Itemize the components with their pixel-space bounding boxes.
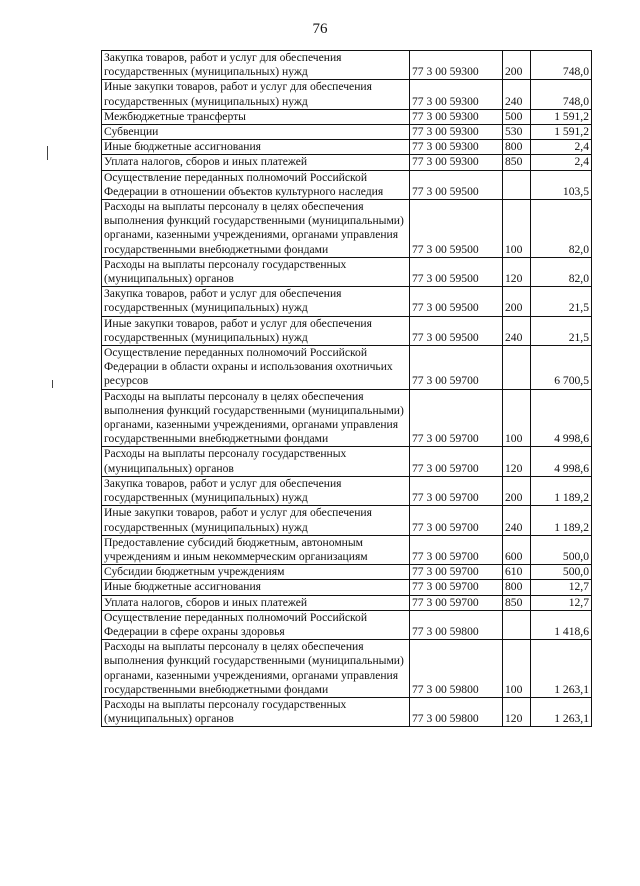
row-code-cell: 77 3 00 59300 <box>410 155 503 170</box>
row-code-cell: 77 3 00 59700 <box>410 389 503 447</box>
row-code-cell: 77 3 00 59500 <box>410 257 503 286</box>
table-row <box>102 287 592 316</box>
row-sum-cell: 103,5 <box>531 170 592 199</box>
row-sum-cell: 500,0 <box>531 565 592 580</box>
row-code-cell: 77 3 00 59700 <box>410 506 503 535</box>
row-name-cell: Иные закупки товаров, работ и услуг для обеспечения государственных (муниципальных) нужд <box>102 80 410 109</box>
row-name-cell: Расходы на выплаты персоналу в целях обеспечения выполнения функций государственными (муниципальными) органами, казенными учреждениями, органами управления государственными внебюджетными фондами <box>102 640 410 698</box>
row-sum-cell: 1 591,2 <box>531 109 592 124</box>
row-code-cell: 77 3 00 59500 <box>410 287 503 316</box>
row-sum-cell: 748,0 <box>531 80 592 109</box>
row-sum-cell: 1 263,1 <box>531 697 592 726</box>
table-row <box>102 506 592 535</box>
margin-mark <box>52 380 53 388</box>
row-code-cell: 77 3 00 59700 <box>410 346 503 390</box>
row-code-cell: 77 3 00 59300 <box>410 125 503 140</box>
table-row <box>102 476 592 505</box>
row-code-cell: 77 3 00 59300 <box>410 80 503 109</box>
table-row <box>102 565 592 580</box>
row-code-cell: 77 3 00 59300 <box>410 140 503 155</box>
row-sum-cell: 4 998,6 <box>531 389 592 447</box>
budget-table <box>101 50 592 727</box>
row-name-cell: Иные закупки товаров, работ и услуг для обеспечения государственных (муниципальных) нужд <box>102 506 410 535</box>
row-vr-cell: 240 <box>503 316 531 345</box>
row-code-cell: 77 3 00 59500 <box>410 200 503 258</box>
row-code-cell: 77 3 00 59700 <box>410 535 503 564</box>
row-sum-cell: 1 189,2 <box>531 476 592 505</box>
row-sum-cell: 82,0 <box>531 200 592 258</box>
table-row <box>102 257 592 286</box>
table-row <box>102 346 592 390</box>
table-row <box>102 109 592 124</box>
row-code-cell: 77 3 00 59700 <box>410 595 503 610</box>
row-sum-cell: 1 418,6 <box>531 610 592 639</box>
row-vr-cell: 800 <box>503 580 531 595</box>
row-sum-cell: 82,0 <box>531 257 592 286</box>
row-code-cell: 77 3 00 59700 <box>410 447 503 476</box>
row-name-cell: Расходы на выплаты персоналу государственных (муниципальных) органов <box>102 257 410 286</box>
row-name-cell: Расходы на выплаты персоналу в целях обеспечения выполнения функций государственными (муниципальными) органами, казенными учреждениями, органами управления государственными внебюджетными фондами <box>102 200 410 258</box>
row-vr-cell: 100 <box>503 640 531 698</box>
table-row <box>102 51 592 80</box>
row-sum-cell: 500,0 <box>531 535 592 564</box>
row-sum-cell: 1 263,1 <box>531 640 592 698</box>
table-row <box>102 80 592 109</box>
row-sum-cell: 2,4 <box>531 155 592 170</box>
row-name-cell: Межбюджетные трансферты <box>102 109 410 124</box>
page-number: 76 <box>312 21 328 37</box>
row-sum-cell: 4 998,6 <box>531 447 592 476</box>
row-name-cell: Закупка товаров, работ и услуг для обеспечения государственных (муниципальных) нужд <box>102 476 410 505</box>
row-name-cell: Иные закупки товаров, работ и услуг для обеспечения государственных (муниципальных) нужд <box>102 316 410 345</box>
row-vr-cell <box>503 170 531 199</box>
row-vr-cell: 600 <box>503 535 531 564</box>
row-vr-cell: 610 <box>503 565 531 580</box>
table-row <box>102 170 592 199</box>
row-vr-cell: 240 <box>503 506 531 535</box>
row-name-cell: Расходы на выплаты персоналу государственных (муниципальных) органов <box>102 697 410 726</box>
row-name-cell: Осуществление переданных полномочий Российской Федерации в отношении объектов культурного наследия <box>102 170 410 199</box>
row-name-cell: Уплата налогов, сборов и иных платежей <box>102 155 410 170</box>
row-code-cell: 77 3 00 59700 <box>410 476 503 505</box>
table-row <box>102 316 592 345</box>
row-name-cell: Расходы на выплаты персоналу государственных (муниципальных) органов <box>102 447 410 476</box>
table-row <box>102 697 592 726</box>
table-row <box>102 535 592 564</box>
row-sum-cell: 1 591,2 <box>531 125 592 140</box>
row-vr-cell <box>503 346 531 390</box>
table-row <box>102 595 592 610</box>
row-vr-cell: 850 <box>503 595 531 610</box>
row-vr-cell <box>503 610 531 639</box>
row-code-cell: 77 3 00 59800 <box>410 640 503 698</box>
row-code-cell: 77 3 00 59300 <box>410 109 503 124</box>
row-name-cell: Осуществление переданных полномочий Российской Федерации в области охраны и использования охотничьих ресурсов <box>102 346 410 390</box>
row-code-cell: 77 3 00 59300 <box>410 51 503 80</box>
row-name-cell: Субсидии бюджетным учреждениям <box>102 565 410 580</box>
table-row <box>102 580 592 595</box>
row-name-cell: Уплата налогов, сборов и иных платежей <box>102 595 410 610</box>
row-name-cell: Закупка товаров, работ и услуг для обеспечения государственных (муниципальных) нужд <box>102 51 410 80</box>
row-vr-cell: 240 <box>503 80 531 109</box>
row-sum-cell: 12,7 <box>531 580 592 595</box>
row-vr-cell: 200 <box>503 51 531 80</box>
table-row <box>102 155 592 170</box>
row-vr-cell: 120 <box>503 697 531 726</box>
row-vr-cell: 500 <box>503 109 531 124</box>
row-vr-cell: 850 <box>503 155 531 170</box>
row-code-cell: 77 3 00 59800 <box>410 697 503 726</box>
row-name-cell: Иные бюджетные ассигнования <box>102 580 410 595</box>
table-row <box>102 447 592 476</box>
row-code-cell: 77 3 00 59700 <box>410 565 503 580</box>
row-sum-cell: 748,0 <box>531 51 592 80</box>
margin-mark <box>47 146 48 160</box>
row-vr-cell: 800 <box>503 140 531 155</box>
table-row <box>102 140 592 155</box>
row-vr-cell: 100 <box>503 389 531 447</box>
row-code-cell: 77 3 00 59800 <box>410 610 503 639</box>
table-row <box>102 389 592 447</box>
table-row <box>102 125 592 140</box>
row-name-cell: Субвенции <box>102 125 410 140</box>
row-sum-cell: 2,4 <box>531 140 592 155</box>
row-vr-cell: 120 <box>503 257 531 286</box>
row-vr-cell: 100 <box>503 200 531 258</box>
row-vr-cell: 200 <box>503 287 531 316</box>
row-vr-cell: 200 <box>503 476 531 505</box>
row-sum-cell: 6 700,5 <box>531 346 592 390</box>
table-row <box>102 610 592 639</box>
row-name-cell: Расходы на выплаты персоналу в целях обеспечения выполнения функций государственными (муниципальными) органами, казенными учреждениями, органами управления государственными внебюджетными фондами <box>102 389 410 447</box>
row-vr-cell: 120 <box>503 447 531 476</box>
row-code-cell: 77 3 00 59700 <box>410 580 503 595</box>
row-sum-cell: 12,7 <box>531 595 592 610</box>
table-row <box>102 640 592 698</box>
row-vr-cell: 530 <box>503 125 531 140</box>
row-name-cell: Закупка товаров, работ и услуг для обеспечения государственных (муниципальных) нужд <box>102 287 410 316</box>
row-name-cell: Осуществление переданных полномочий Российской Федерации в сфере охраны здоровья <box>102 610 410 639</box>
row-sum-cell: 21,5 <box>531 287 592 316</box>
row-code-cell: 77 3 00 59500 <box>410 170 503 199</box>
row-name-cell: Иные бюджетные ассигнования <box>102 140 410 155</box>
row-sum-cell: 1 189,2 <box>531 506 592 535</box>
table-body <box>102 51 592 727</box>
table-row <box>102 200 592 258</box>
row-code-cell: 77 3 00 59500 <box>410 316 503 345</box>
row-name-cell: Предоставление субсидий бюджетным, автономным учреждениям и иным некоммерческим организациям <box>102 535 410 564</box>
row-sum-cell: 21,5 <box>531 316 592 345</box>
